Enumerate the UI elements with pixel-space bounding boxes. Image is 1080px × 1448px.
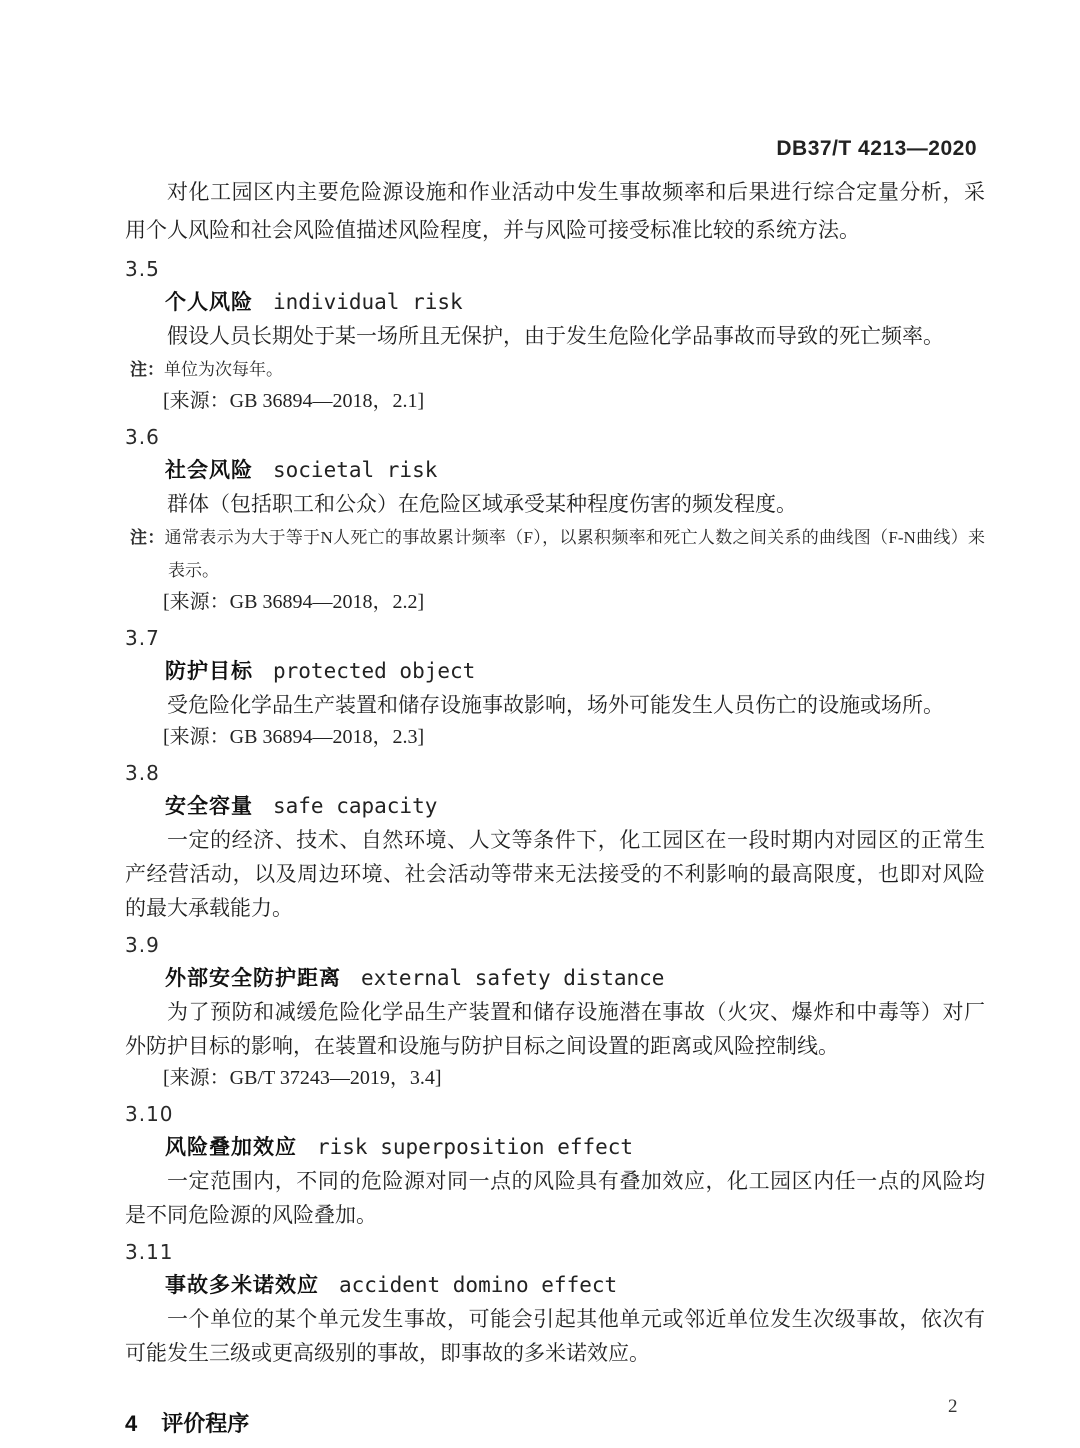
term-english-label: societal risk <box>273 458 438 482</box>
term-heading <box>125 1132 985 1163</box>
term-number: 3.7 <box>125 626 160 650</box>
note-label: 注： <box>130 528 165 547</box>
terms-list <box>125 255 985 1370</box>
term-heading <box>125 791 985 822</box>
term-source: [来源：GB/T 37243—2019，3.4] <box>163 1067 442 1089</box>
section-4-title: 评价程序 <box>161 1411 250 1436</box>
term-definition: 一定范围内，不同的危险源对同一点的风险具有叠加效应，化工园区内任一点的风险均是不同危险源的风险叠加。 <box>125 1169 985 1227</box>
term-heading <box>125 455 985 486</box>
term-definition: 一个单位的某个单元发生事故，可能会引起其他单元或邻近单位发生次级事故，依次有可能发生三级或更高级别的事故，即事故的多米诺效应。 <box>125 1307 985 1365</box>
intro-paragraph: 对化工园区内主要危险源设施和作业活动中发生事故频率和后果进行综合定量分析，采用个人风险和社会风险值描述风险程度，并与风险可接受标准比较的系统方法。 <box>125 180 985 242</box>
term-number: 3.5 <box>125 257 160 281</box>
term-note <box>130 353 985 386</box>
term-source: [来源：GB 36894—2018，2.3] <box>163 726 425 748</box>
term-english-label: risk superposition effect <box>317 1135 634 1159</box>
note-text: 单位为次每年。 <box>164 360 283 379</box>
term-english-label: safe capacity <box>273 794 438 818</box>
term-number: 3.9 <box>125 933 160 957</box>
term-entry <box>125 1238 985 1370</box>
page-number: 2 <box>948 1396 958 1417</box>
term-note <box>130 521 985 587</box>
term-chinese-label: 个人风险 <box>165 291 253 314</box>
note-text: 通常表示为大于等于N人死亡的事故累计频率（F），以累积频率和死亡人数之间关系的曲线图（F-N曲线）来表示。 <box>164 528 986 580</box>
note-label: 注： <box>130 360 164 379</box>
term-heading <box>125 963 985 994</box>
term-number: 3.8 <box>125 761 160 785</box>
term-definition: 假设人员长期处于某一场所且无保护，由于发生危险化学品事故而导致的死亡频率。 <box>167 324 944 348</box>
term-entry <box>125 624 985 753</box>
term-english-label: accident domino effect <box>339 1273 618 1297</box>
doc-number: DB37/T 4213—2020 <box>776 137 977 160</box>
term-chinese-label: 安全容量 <box>165 795 253 818</box>
term-definition: 受危险化学品生产装置和储存设施事故影响，场外可能发生人员伤亡的设施或场所。 <box>167 693 944 717</box>
term-heading <box>125 1270 985 1301</box>
term-number: 3.10 <box>125 1102 174 1126</box>
term-definition: 一定的经济、技术、自然环境、人文等条件下，化工园区在一段时期内对园区的正常生产经营活动，以及周边环境、社会活动等带来无法接受的不利影响的最高限度，也即对风险的最大承载能力。 <box>125 828 985 920</box>
term-definition: 群体（包括职工和公众）在危险区域承受某种程度伤害的频发程度。 <box>167 492 797 516</box>
term-number: 3.11 <box>125 1240 174 1264</box>
term-entry <box>125 1100 985 1232</box>
term-english-label: individual risk <box>273 290 463 314</box>
term-entry <box>125 255 985 417</box>
term-source: [来源：GB 36894—2018，2.1] <box>163 390 425 412</box>
term-entry <box>125 423 985 618</box>
term-definition: 为了预防和减缓危险化学品生产装置和储存设施潜在事故（火灾、爆炸和中毒等）对厂外防护目标的影响，在装置和设施与防护目标之间设置的距离或风险控制线。 <box>125 1000 985 1058</box>
term-english-label: protected object <box>273 659 476 683</box>
term-chinese-label: 社会风险 <box>165 459 253 482</box>
term-entry <box>125 931 985 1094</box>
term-chinese-label: 防护目标 <box>165 660 253 683</box>
term-number: 3.6 <box>125 425 160 449</box>
section-4-number: 4 <box>125 1411 138 1436</box>
term-english-label: external safety distance <box>361 966 665 990</box>
term-heading <box>125 656 985 687</box>
term-heading <box>125 287 985 318</box>
term-source: [来源：GB 36894—2018，2.2] <box>163 591 425 613</box>
section-4-heading <box>125 1410 985 1438</box>
term-chinese-label: 事故多米诺效应 <box>165 1274 319 1297</box>
term-chinese-label: 风险叠加效应 <box>165 1136 297 1159</box>
term-entry <box>125 759 985 925</box>
term-chinese-label: 外部安全防护距离 <box>165 967 341 990</box>
